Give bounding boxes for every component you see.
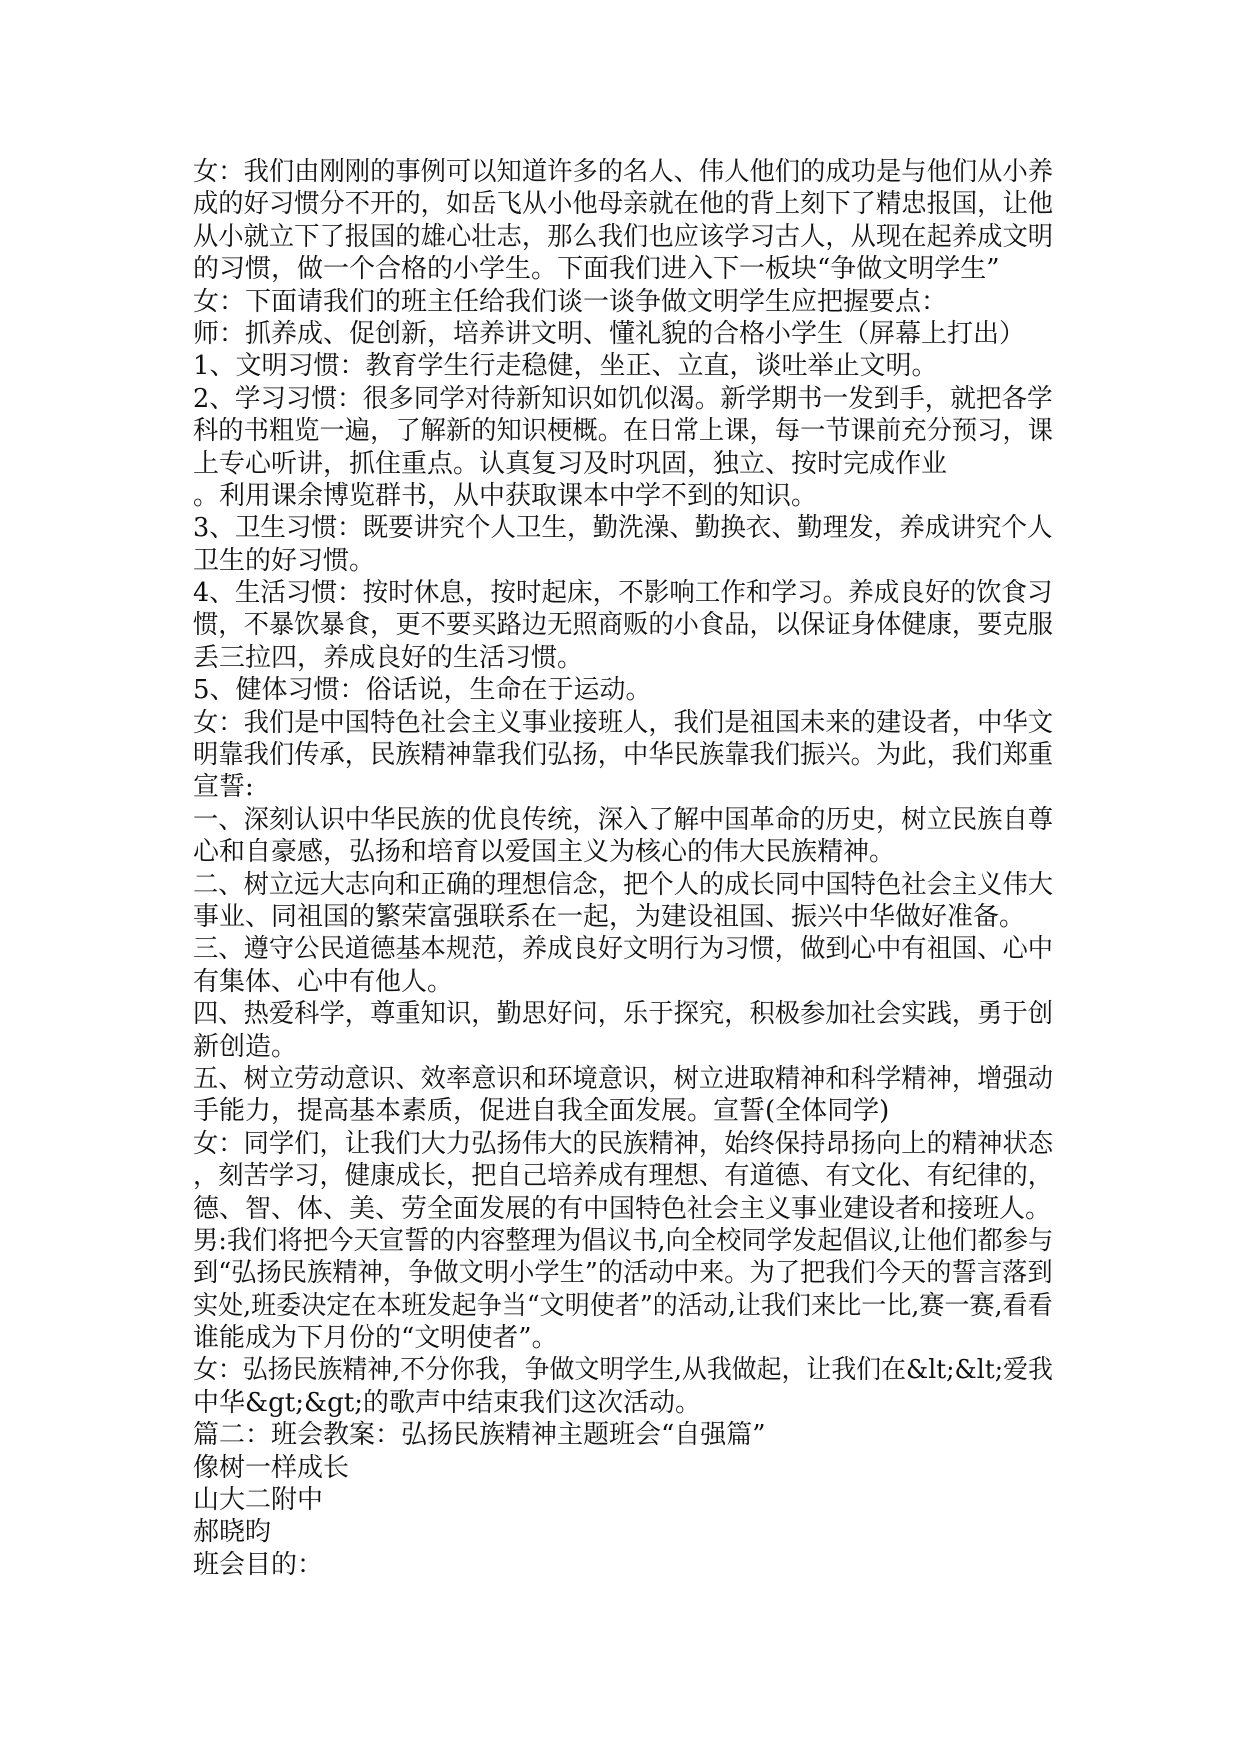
text-line: 女：下面请我们的班主任给我们谈一谈争做文明学生应把握要点： <box>193 286 948 317</box>
text-line: 5、健体习惯：俗话说，生命在于运动。 <box>193 675 652 706</box>
text-line: 新创造。 <box>193 1031 298 1062</box>
text-line: 事业、同祖国的繁荣富强联系在一起，为建设祖国、振兴中华做好准备。 <box>193 901 1026 932</box>
text-line: 一、深刻认识中华民族的优良传统，深入了解中国革命的历史，树立民族自尊 <box>193 804 1054 835</box>
text-line: 成的好习惯分不开的，如岳飞从小他母亲就在他的背上刻下了精忠报国，让他 <box>193 189 1054 220</box>
text-line: 3、卫生习惯：既要讲究个人卫生，勤洗澡、勤换衣、勤理发，养成讲究个人 <box>193 513 1053 544</box>
text-line: 2、学习习惯：很多同学对待新知识如饥似渴。新学期书一发到手，就把各学 <box>193 383 1053 414</box>
text-line: 的习惯，做一个合格的小学生。下面我们进入下一板块“争做文明学生” <box>193 254 1000 285</box>
text-line: 宣誓: <box>193 772 254 803</box>
text-line: 女：我们是中国特色社会主义事业接班人，我们是祖国未来的建设者，中华文 <box>193 707 1054 738</box>
text-line: 明靠我们传承，民族精神靠我们弘扬，中华民族靠我们振兴。为此，我们郑重 <box>193 740 1054 771</box>
text-line: 女：同学们，让我们大力弘扬伟大的民族精神，始终保持昂扬向上的精神状态 <box>193 1128 1054 1159</box>
text-line: 1、文明习惯：教育学生行走稳健，坐正、立直，谈吐举止文明。 <box>193 351 938 382</box>
text-line: 。利用课余博览群书，从中获取课本中学不到的知识。 <box>193 480 818 511</box>
text-line: 科的书粗览一遍，了解新的知识梗概。在日常上课，每一节课前充分预习，课 <box>193 416 1054 447</box>
text-line: 篇二：班会教案：弘扬民族精神主题班会“自强篇” <box>193 1420 766 1451</box>
text-line: ，刻苦学习，健康成长，把自己培养成有理想、有道德、有文化、有纪律的， <box>193 1161 1054 1192</box>
text-line: 像树一样成长 <box>193 1452 350 1483</box>
text-line: 男:我们将把今天宣誓的内容整理为倡议书,向全校同学发起倡议,让他们都参与 <box>193 1225 1054 1256</box>
text-line: 女：弘扬民族精神,不分你我，争做文明学生,从我做起，让我们在&lt;&lt;爱我 <box>193 1355 1053 1386</box>
text-line: 从小就立下了报国的雄心壮志，那么我们也应该学习古人，从现在起养成文明 <box>193 221 1054 252</box>
text-line: 四、热爱科学，尊重知识，勤思好问，乐于探究，积极参加社会实践，勇于创 <box>193 999 1054 1030</box>
text-line: 师：抓养成、促创新，培养讲文明、懂礼貌的合格小学生（屏幕上打出） <box>193 318 1026 349</box>
document-body <box>193 156 1053 1581</box>
text-line: 女：我们由刚刚的事例可以知道许多的名人、伟人他们的成功是与他们从小养 <box>193 157 1054 187</box>
text-line: 二、树立远大志向和正确的理想信念，把个人的成长同中国特色社会主义伟大 <box>193 869 1054 900</box>
text-line: 中华&gt;&gt;的歌声中结束我们这次活动。 <box>193 1387 701 1418</box>
text-line: 丢三拉四，养成良好的生活习惯。 <box>193 642 584 673</box>
text-line: 实处,班委决定在本班发起争当“文明使者”的活动,让我们来比一比,赛一赛,看看 <box>193 1290 1053 1321</box>
text-line: 山大二附中 <box>193 1485 324 1516</box>
text-line: 郝晓昀 <box>193 1517 272 1548</box>
text-line: 有集体、心中有他人。 <box>193 966 454 997</box>
text-line: 三、遵守公民道德基本规范，养成良好文明行为习惯，做到心中有祖国、心中 <box>193 934 1054 965</box>
text-line: 德、智、体、美、劳全面发展的有中国特色社会主义事业建设者和接班人。 <box>193 1193 1052 1224</box>
text-line: 手能力，提高基本素质，促进自我全面发展。宣誓(全体同学) <box>193 1096 890 1127</box>
text-line: 卫生的好习惯。 <box>193 545 376 576</box>
text-line: 到“弘扬民族精神，争做文明小学生”的活动中来。为了把我们今天的誓言落到 <box>193 1258 1053 1289</box>
text-line: 五、树立劳动意识、效率意识和环境意识，树立进取精神和科学精神，增强动 <box>193 1063 1054 1094</box>
text-line: 谁能成为下月份的“文明使者”。 <box>193 1323 558 1354</box>
text-line: 心和自豪感，弘扬和培育以爱国主义为核心的伟大民族精神。 <box>193 837 896 868</box>
text-line: 惯，不暴饮暴食，更不要买路边无照商贩的小食品，以保证身体健康，要克服 <box>193 610 1054 641</box>
text-line: 4、生活习惯：按时休息，按时起床，不影响工作和学习。养成良好的饮食习 <box>193 578 1053 609</box>
text-line: 班会目的： <box>193 1549 324 1580</box>
text-line: 上专心听讲，抓住重点。认真复习及时巩固，独立、按时完成作业 <box>193 448 948 479</box>
